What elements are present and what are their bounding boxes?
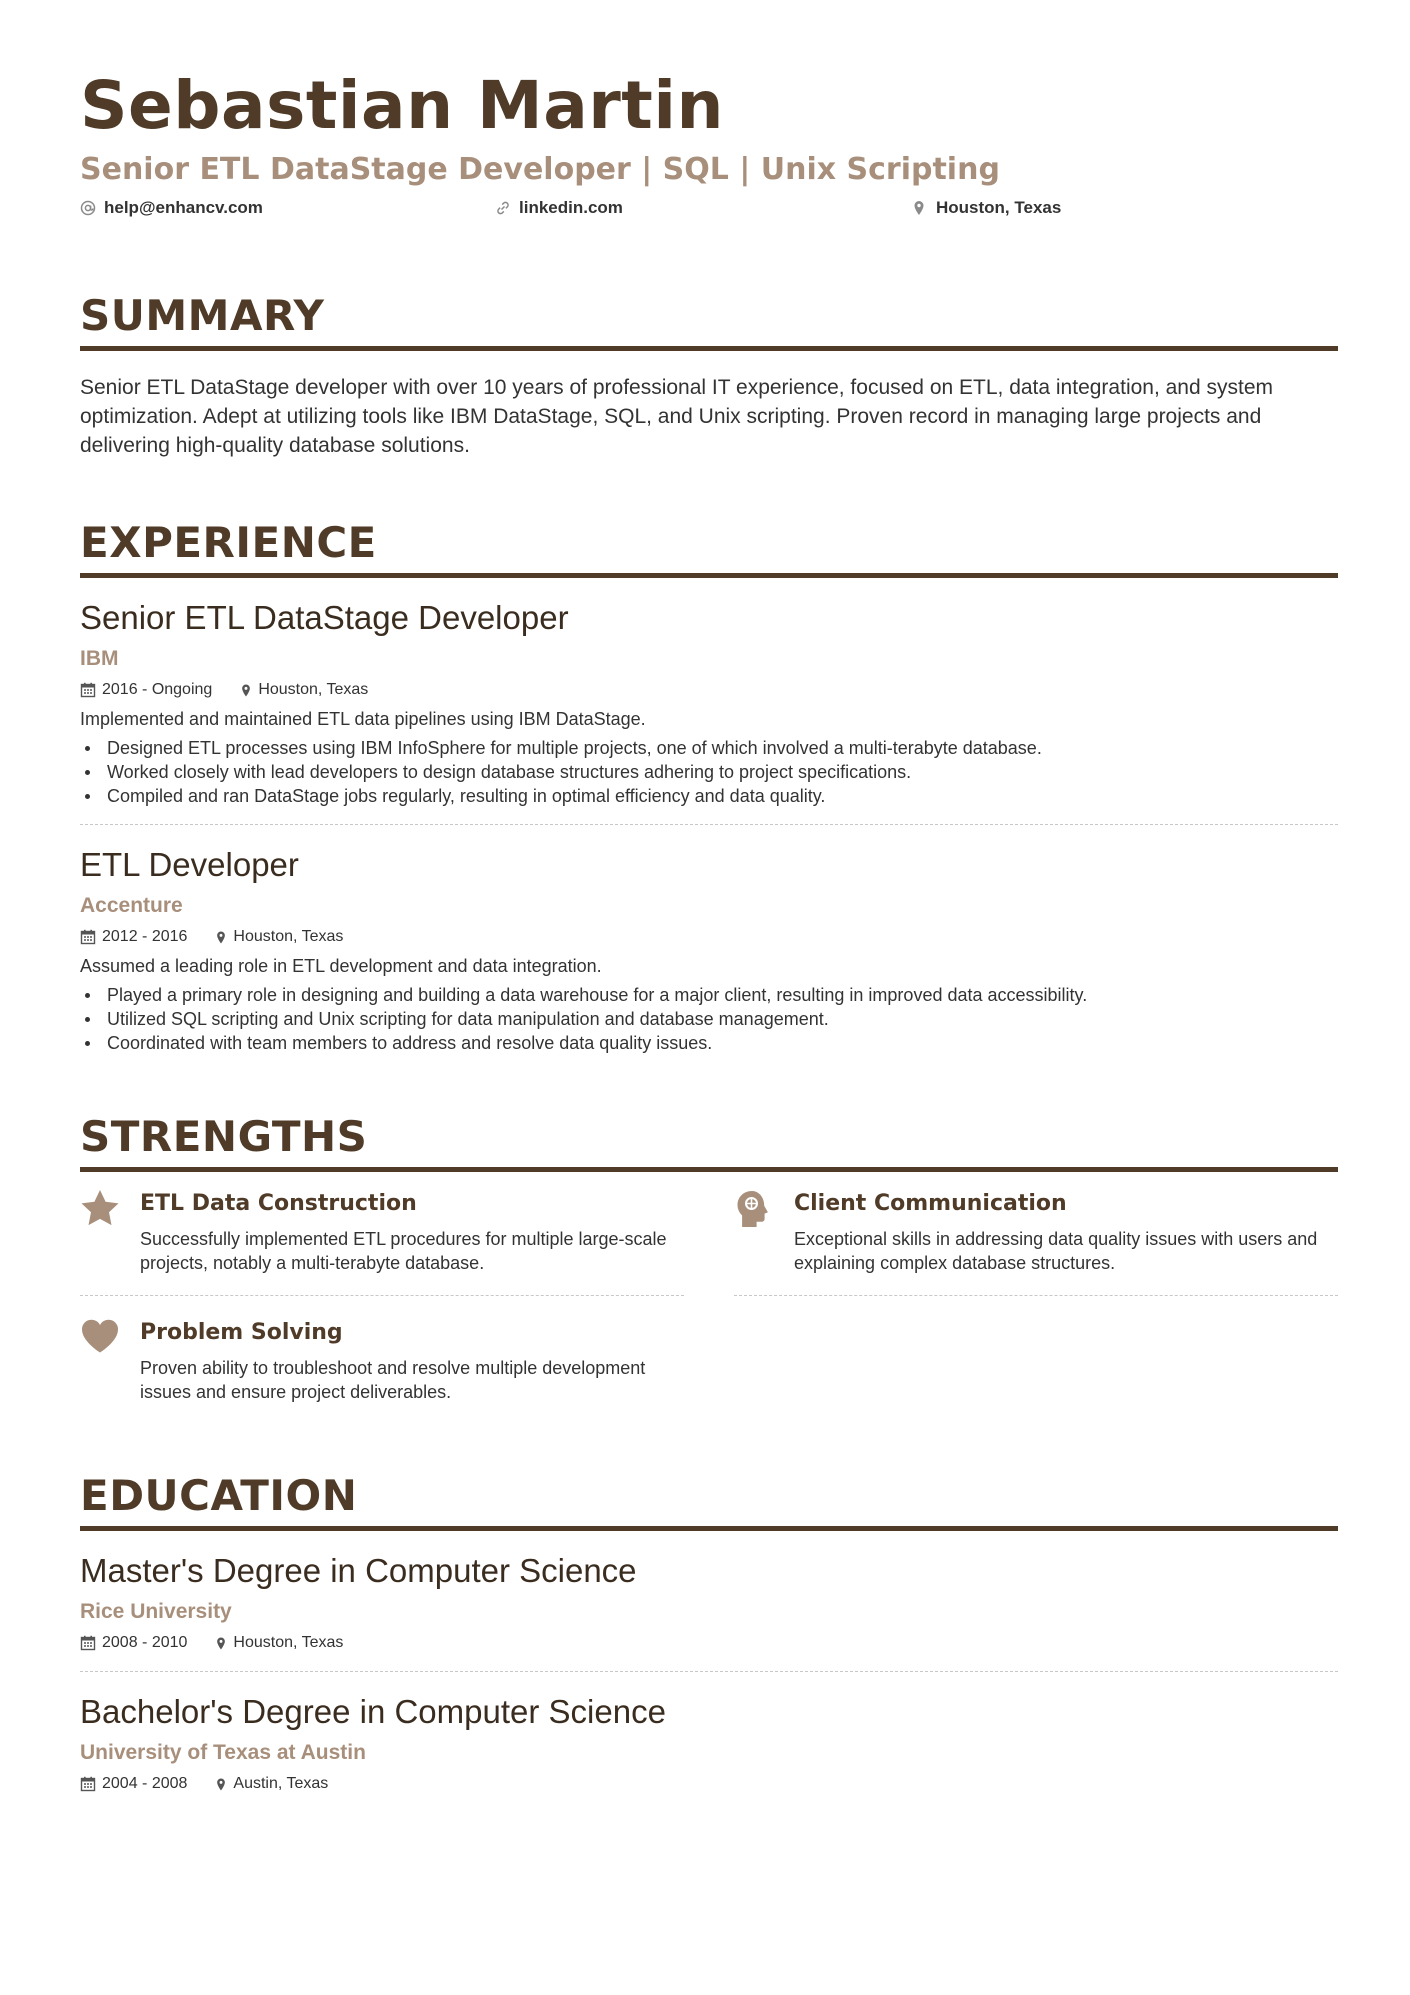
- company-name: Accenture: [80, 894, 183, 917]
- summary-section: [80, 290, 1338, 460]
- contact-location: [912, 198, 1061, 218]
- location-icon: [240, 683, 252, 698]
- degree-title: Master's Degree in Computer Science: [80, 1552, 637, 1589]
- contact-location-text: Houston, Texas: [936, 198, 1062, 217]
- star-icon: [80, 1189, 122, 1229]
- strength-description: Exceptional skills in addressing data quality issues with users and explaining complex database structures.: [794, 1229, 1318, 1273]
- contact-email-text: help@enhancv.com: [104, 198, 263, 217]
- section-title-strengths: STRENGTHS: [80, 1112, 368, 1161]
- experience-entry: [80, 596, 1338, 808]
- calendar-icon: [80, 682, 96, 698]
- education-entry: [80, 1690, 1338, 1796]
- job-title: Senior ETL DataStage Developer: [80, 599, 569, 636]
- head-icon: [734, 1189, 776, 1229]
- section-divider: [80, 573, 1338, 578]
- contact-email[interactable]: [80, 198, 263, 218]
- job-bullet: Worked closely with lead developers to design database structures adhering to project specifications.: [80, 760, 1338, 784]
- contact-linkedin-text: linkedin.com: [519, 198, 623, 217]
- job-dates: 2012 - 2016: [102, 928, 188, 945]
- school-name: Rice University: [80, 1600, 232, 1623]
- job-bullets: [80, 983, 1338, 1055]
- section-divider: [80, 1526, 1338, 1531]
- strength-title: ETL Data Construction: [140, 1191, 417, 1216]
- degree-title: Bachelor's Degree in Computer Science: [80, 1693, 666, 1730]
- entry-divider: [734, 1295, 1338, 1296]
- contact-bar: [80, 198, 1338, 228]
- section-title-experience: EXPERIENCE: [80, 518, 377, 567]
- job-bullets: [80, 736, 1338, 808]
- link-icon: [495, 200, 515, 216]
- section-divider: [80, 1167, 1338, 1172]
- education-meta: [80, 1772, 1338, 1796]
- job-title: ETL Developer: [80, 846, 299, 883]
- education-location: Houston, Texas: [233, 1634, 344, 1651]
- location-icon: [215, 930, 227, 945]
- job-bullet: Utilized SQL scripting and Unix scripting for data manipulation and database management.: [80, 1007, 1338, 1031]
- strength-description: Successfully implemented ETL procedures for multiple large-scale projects, notably a multi-terabyte database.: [140, 1229, 667, 1273]
- location-icon: [215, 1777, 227, 1792]
- education-dates: 2004 - 2008: [102, 1775, 188, 1792]
- education-section: [80, 1470, 1338, 1796]
- job-bullet: Coordinated with team members to address and resolve data quality issues.: [80, 1031, 1338, 1055]
- company-name: IBM: [80, 647, 119, 670]
- resume-header: [80, 64, 1338, 228]
- job-bullet: Played a primary role in designing and building a data warehouse for a major client, resulting in improved data accessibility.: [80, 983, 1338, 1007]
- job-description: Assumed a leading role in ETL development and data integration.: [80, 956, 602, 976]
- entry-divider: [80, 1671, 1338, 1672]
- location-icon: [215, 1636, 227, 1651]
- entry-divider: [80, 824, 1338, 825]
- location-icon: [912, 200, 932, 216]
- job-bullet: Designed ETL processes using IBM InfoSphere for multiple projects, one of which involved a multi-terabyte database.: [80, 736, 1338, 760]
- entry-divider: [80, 1295, 684, 1296]
- job-description: Implemented and maintained ETL data pipelines using IBM DataStage.: [80, 709, 646, 729]
- candidate-headline: Senior ETL DataStage Developer | SQL | Unix Scripting: [80, 152, 1000, 187]
- strength-title: Problem Solving: [140, 1320, 343, 1345]
- job-location: Houston, Texas: [258, 681, 369, 698]
- education-dates: 2008 - 2010: [102, 1634, 188, 1651]
- education-entry: [80, 1549, 1338, 1655]
- section-title-summary: SUMMARY: [80, 291, 325, 340]
- calendar-icon: [80, 1635, 96, 1651]
- experience-entry: [80, 843, 1338, 1055]
- strength-title: Client Communication: [794, 1191, 1067, 1216]
- section-title-education: EDUCATION: [80, 1471, 358, 1520]
- job-location: Houston, Texas: [233, 928, 344, 945]
- at-icon: [80, 200, 100, 216]
- job-meta: [80, 678, 1338, 702]
- strength-description: Proven ability to troubleshoot and resolve multiple development issues and ensure project deliverables.: [140, 1358, 646, 1402]
- summary-text: Senior ETL DataStage developer with over 10 years of professional IT experience, focused on ETL, data integration, and system optimization. Adept at utilizing tools like IBM DataStage, SQL, and Unix scripting. Proven record in managing large projects and delivering high-quality database solutions.: [80, 376, 1274, 457]
- strengths-section: [80, 1111, 1338, 1411]
- job-dates: 2016 - Ongoing: [102, 681, 213, 698]
- heart-icon: [80, 1318, 122, 1358]
- calendar-icon: [80, 1776, 96, 1792]
- education-location: Austin, Texas: [233, 1775, 329, 1792]
- school-name: University of Texas at Austin: [80, 1741, 366, 1764]
- job-meta: [80, 925, 1338, 949]
- education-meta: [80, 1631, 1338, 1655]
- job-bullet: Compiled and ran DataStage jobs regularly, resulting in optimal efficiency and data quality.: [80, 784, 1338, 808]
- section-divider: [80, 346, 1338, 351]
- candidate-name: Sebastian Martin: [80, 67, 724, 144]
- calendar-icon: [80, 929, 96, 945]
- experience-section: [80, 517, 1338, 1055]
- contact-linkedin[interactable]: [495, 198, 623, 218]
